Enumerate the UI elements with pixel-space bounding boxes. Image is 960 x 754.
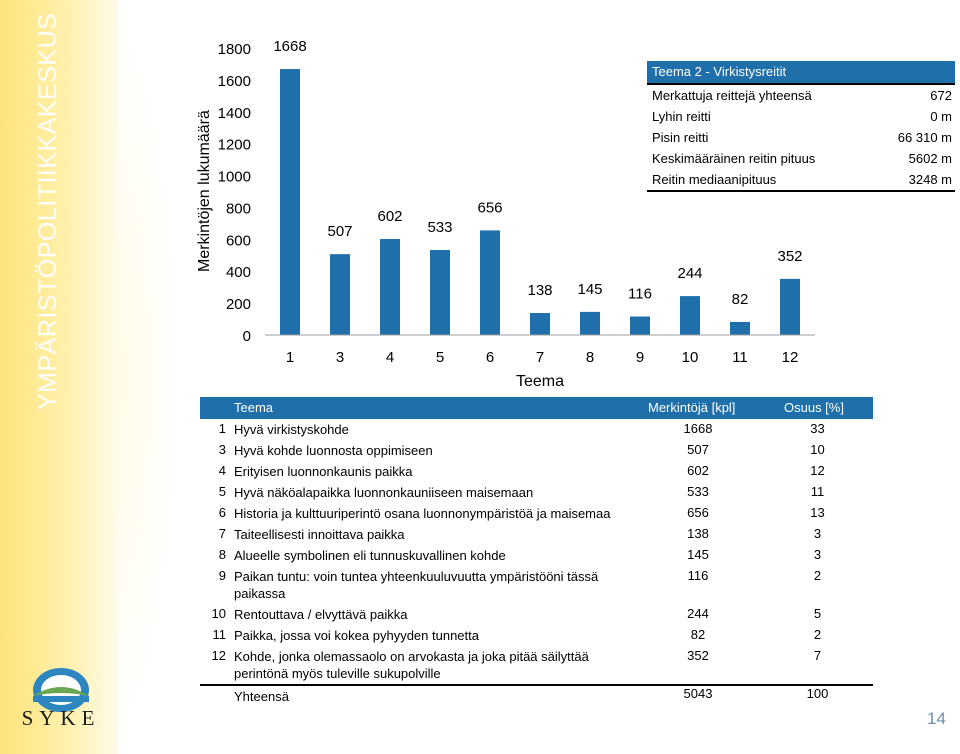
bar <box>380 239 400 335</box>
x-tick-label: 7 <box>535 349 545 366</box>
bar <box>330 254 350 335</box>
row-number: 11 <box>212 627 226 642</box>
bar-value-label: 507 <box>327 223 353 241</box>
summary-label: Keskimääräinen reitin pituus <box>652 151 816 166</box>
y-tick-label: 800 <box>225 200 251 218</box>
bar <box>430 250 450 335</box>
table-row <box>200 566 873 604</box>
row-share: 10 <box>810 442 825 457</box>
summary-row <box>647 127 955 148</box>
row-share: 2 <box>813 627 822 642</box>
bar-value-label: 656 <box>477 199 503 217</box>
row-number: 5 <box>218 484 226 499</box>
summary-box <box>647 61 955 192</box>
row-number: 6 <box>218 505 226 520</box>
y-tick-label: 1000 <box>217 168 251 186</box>
table-row <box>200 503 873 524</box>
summary-row <box>647 148 955 169</box>
table-row <box>200 482 873 503</box>
row-count: 244 <box>687 606 709 621</box>
row-theme-name: Paikka, jossa voi kokea pyhyyden tunnetta <box>234 628 479 643</box>
bar <box>730 322 750 335</box>
row-theme-name: Alueelle symbolinen eli tunnuskuvallinen kohde <box>234 548 506 563</box>
table-row <box>200 440 873 461</box>
summary-row <box>647 85 955 106</box>
row-count: 507 <box>687 442 709 457</box>
x-tick-label: 10 <box>681 349 699 366</box>
bar-value-label: 533 <box>427 219 453 237</box>
bar <box>280 69 300 335</box>
x-tick-labels <box>286 349 799 366</box>
row-share: 12 <box>810 463 825 478</box>
row-count: 656 <box>687 505 709 520</box>
summary-row <box>647 169 955 190</box>
y-tick-label: 400 <box>225 264 251 282</box>
summary-value: 672 <box>930 88 952 103</box>
summary-label: Lyhin reitti <box>652 109 711 124</box>
row-theme-name: Kohde, jonka olemassaolo on arvokasta ja joka pitää säilyttää perintönä myös tuleville sukupolville <box>234 649 589 681</box>
summary-value: 5602 m <box>908 151 952 166</box>
row-number: 10 <box>211 606 226 621</box>
row-theme-name: Paikan tuntu: voin tuntea yhteenkuuluvuutta ympäristööni tässä paikassa <box>234 569 599 601</box>
bar-value-label: 352 <box>777 247 803 265</box>
bar <box>680 296 700 335</box>
x-tick-label: 1 <box>285 349 295 366</box>
bar <box>630 317 650 335</box>
summary-label: Merkattuja reittejä yhteensä <box>652 88 812 103</box>
bar <box>480 230 500 335</box>
table-row <box>200 524 873 545</box>
row-theme-name: Historia ja kulttuuriperintö osana luonnonympäristöä ja maisemaa <box>234 506 611 521</box>
table-row <box>200 646 873 684</box>
y-tick-label: 0 <box>242 328 251 345</box>
row-share: 3 <box>813 547 822 562</box>
row-share: 5 <box>813 606 822 621</box>
row-number: 8 <box>218 547 226 562</box>
row-number: 1 <box>218 421 226 436</box>
brand-vertical-text: YMPÄRISTÖPOLITIIKKAKESKUS <box>34 12 62 410</box>
bar-value-label: 1668 <box>273 38 307 56</box>
summary-value: 3248 m <box>908 172 952 187</box>
summary-title: Teema 2 - Virkistysreitit <box>647 61 955 83</box>
y-tick-label: 1600 <box>217 72 251 90</box>
row-number: 7 <box>218 526 226 541</box>
row-theme-name: Rentouttava / elvyttävä paikka <box>234 607 408 622</box>
summary-label: Reitin mediaanipituus <box>652 172 777 187</box>
table-row <box>200 545 873 566</box>
row-count: 533 <box>687 484 709 499</box>
bar-value-label: 602 <box>377 208 403 226</box>
summary-rows <box>647 83 955 192</box>
row-number: 4 <box>218 463 226 478</box>
y-tick-label: 200 <box>225 296 251 314</box>
total-count: 5043 <box>683 686 713 701</box>
table-row <box>200 461 873 482</box>
page-number: 14 <box>927 709 946 728</box>
row-count: 82 <box>690 627 706 642</box>
total-label: Yhteensä <box>234 689 289 704</box>
x-axis-label: Teema <box>515 373 565 390</box>
bar <box>530 313 550 335</box>
table-row <box>200 419 873 440</box>
x-tick-label: 6 <box>485 349 495 366</box>
row-count: 602 <box>687 463 709 478</box>
table-body <box>200 419 873 686</box>
y-tick-labels <box>218 41 251 345</box>
row-share: 7 <box>813 648 822 663</box>
data-table <box>200 397 873 708</box>
row-count: 1668 <box>683 421 713 436</box>
y-tick-label: 600 <box>225 232 251 250</box>
table-total-row <box>200 686 873 708</box>
bar-value-label: 138 <box>527 281 553 299</box>
table-row <box>200 625 873 646</box>
row-count: 352 <box>687 648 709 663</box>
row-share: 11 <box>810 484 825 499</box>
y-tick-label: 1800 <box>217 41 251 58</box>
row-theme-name: Hyvä virkistyskohde <box>234 422 349 437</box>
header-share: Osuus [%] <box>784 400 844 415</box>
x-tick-label: 11 <box>732 349 748 366</box>
y-tick-label: 1400 <box>217 104 251 122</box>
x-tick-label: 12 <box>781 349 799 366</box>
row-share: 33 <box>810 421 825 436</box>
row-number: 9 <box>218 568 226 583</box>
table-row <box>200 604 873 625</box>
row-number: 12 <box>211 648 226 663</box>
bar-value-label: 82 <box>731 290 749 308</box>
row-share: 3 <box>813 526 822 541</box>
row-theme-name: Hyvä näköalapaikka luonnonkauniiseen maisemaan <box>234 485 534 500</box>
header-theme: Teema <box>234 400 274 415</box>
bar-value-label: 145 <box>577 280 603 298</box>
y-axis-label: Merkintöjen lukumäärä <box>196 110 213 272</box>
bar <box>580 312 600 335</box>
x-tick-label: 9 <box>635 349 645 366</box>
bar <box>780 279 800 335</box>
summary-value: 0 m <box>930 109 952 124</box>
table-header <box>200 397 873 419</box>
x-tick-label: 3 <box>335 349 345 366</box>
header-count: Merkintöjä [kpl] <box>648 400 736 415</box>
total-share: 100 <box>806 686 829 701</box>
row-share: 2 <box>813 568 822 583</box>
row-number: 3 <box>218 442 226 457</box>
x-tick-label: 4 <box>385 349 395 366</box>
bar-value-label: 244 <box>677 265 703 283</box>
row-count: 116 <box>687 568 709 583</box>
bar-value-label: 116 <box>628 285 652 303</box>
row-share: 13 <box>810 505 825 520</box>
row-theme-name: Hyvä kohde luonnosta oppimiseen <box>234 443 433 458</box>
row-count: 145 <box>687 547 709 562</box>
row-theme-name: Taiteellisesti innoittava paikka <box>234 527 405 542</box>
row-count: 138 <box>687 526 709 541</box>
summary-value: 66 310 m <box>897 130 952 145</box>
x-tick-label: 8 <box>585 349 595 366</box>
x-tick-label: 5 <box>435 349 445 366</box>
summary-row <box>647 106 955 127</box>
syke-logo-text: SYKE <box>21 706 101 730</box>
summary-label: Pisin reitti <box>652 130 709 145</box>
y-tick-label: 1200 <box>217 136 251 154</box>
row-theme-name: Erityisen luonnonkaunis paikka <box>234 464 413 479</box>
